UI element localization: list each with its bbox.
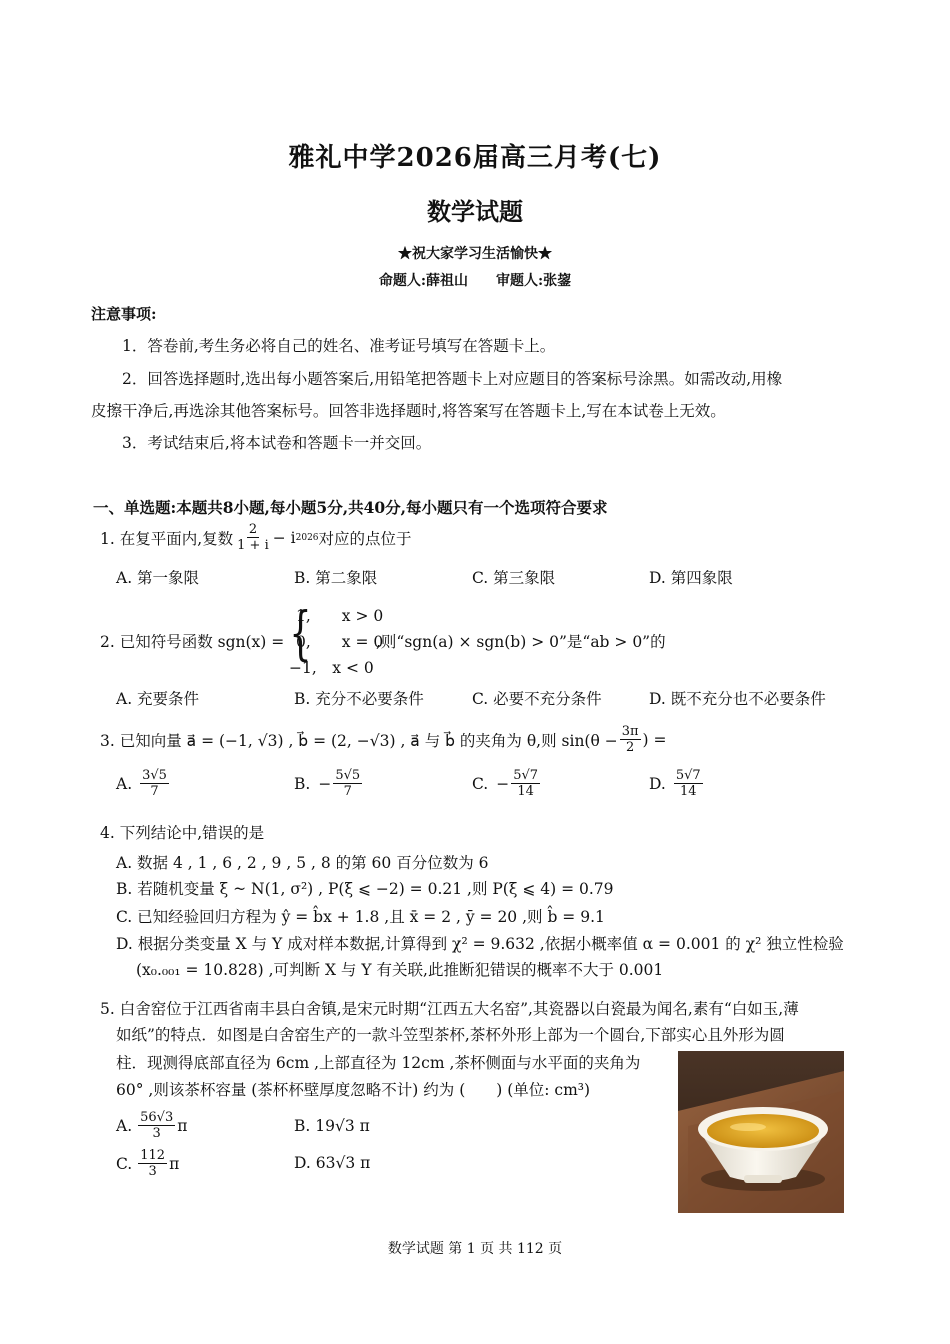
question-2-suffix: ,则“sgn(a) × sgn(b) > 0”是“ab > 0”的 [376, 633, 666, 651]
piecewise-case-3: −1, x < 0 [289, 659, 374, 677]
fraction-denominator: 3 [148, 1164, 157, 1179]
option-label: A. [116, 1116, 133, 1135]
question-5-option-b: B. 19√3 π [294, 1117, 370, 1135]
question-5-option-a [116, 1110, 187, 1141]
tea-cup-photo [678, 1051, 844, 1213]
option-label: C. [472, 774, 489, 793]
question-4-option-d-line-1: D. 根据分类变量 X 与 Y 成对样本数据,计算得到 χ² = 9.632 ,依据小概率值 α = 0.001 的 χ² 独立性检验 [116, 935, 844, 953]
question-1-option-b: B. 第二象限 [294, 569, 378, 587]
fraction-numerator: 3π [621, 724, 639, 739]
question-2-option-d: D. 既不充分也不必要条件 [649, 690, 826, 708]
option-tail: π [169, 1154, 180, 1173]
fraction-denominator: 2 [625, 740, 635, 755]
question-4-option-a: A. 数据 4 , 1 , 6 , 2 , 9 , 5 , 8 的第 60 百分位数为 6 [116, 854, 489, 872]
fraction-denominator: 1 + i [237, 538, 269, 553]
authors-line: 命题人:薛祖山 审题人:张鋆 [378, 273, 572, 289]
question-2-prefix: 2. 已知符号函数 sgn(x) = [100, 633, 285, 651]
piecewise-case-2: 0, x = 0 [296, 633, 384, 651]
tea-cup-illustration [678, 1051, 844, 1213]
question-2-option-c: C. 必要不充分条件 [472, 690, 602, 708]
option-sign: − [318, 774, 332, 793]
fraction-numerator: 5√7 [513, 768, 539, 783]
option-sign: − [496, 774, 510, 793]
option-label: A. [116, 774, 133, 793]
question-1-option-c: C. 第三象限 [472, 569, 556, 587]
question-2-option-a: A. 充要条件 [116, 690, 200, 708]
question-1-fraction [235, 522, 271, 553]
option-tail: π [177, 1116, 188, 1135]
option-fraction [138, 1110, 175, 1141]
question-3-prefix: 3. 已知向量 a⃗ = (−1, √3) , b⃗ = (2, −√3) , a⃗ 与 b⃗ 的夹角为 θ,则 sin(θ − [100, 731, 618, 750]
fraction-numerator: 56√3 [140, 1110, 174, 1125]
question-1-minus-i: − i [272, 528, 296, 547]
exam-title: 雅礼中学2026届高三月考(七) [288, 143, 662, 173]
option-fraction [674, 768, 703, 799]
question-3-option-c [472, 768, 542, 799]
question-5-option-c [116, 1148, 179, 1179]
question-1-suffix: 对应的点位于 [318, 529, 412, 548]
fraction-denominator: 3 [152, 1126, 161, 1141]
notice-item-2-line-2: 皮擦干净后,再选涂其他答案标号。回答非选择题时,将答案写在答题卡上,写在本试卷上无效。 [91, 402, 726, 420]
question-5-line-3: 柱．现测得底部直径为 6cm ,上部直径为 12cm ,茶杯侧面与水平面的夹角为 [116, 1054, 641, 1072]
fraction-denominator: 7 [150, 784, 159, 799]
question-5-line-1: 5. 白舍窑位于江西省南丰县白舍镇,是宋元时期“江西五大名窑”,其瓷器以白瓷最为闻名,素有“白如玉,薄 [100, 1000, 799, 1018]
question-2-option-b: B. 充分不必要条件 [294, 690, 424, 708]
option-label: B. [294, 774, 311, 793]
question-5-line-4: 60° ,则该茶杯容量 (茶杯杯壁厚度忽略不计) 约为 ( ) (单位: cm³) [116, 1081, 591, 1099]
blessing-line: ★祝大家学习生活愉快★ [398, 246, 552, 262]
piecewise-case-1: 1, x > 0 [296, 607, 384, 625]
fraction-denominator: 14 [679, 784, 697, 799]
question-4-stem: 4. 下列结论中,错误的是 [100, 824, 265, 842]
question-3-stem [100, 724, 667, 755]
option-fraction [333, 768, 362, 799]
question-5-line-2: 如纸”的特点．如图是白舍窑生产的一款斗笠型茶杯,茶杯外形上部为一个圆台,下部实心且外形为圆 [116, 1026, 785, 1044]
exam-subtitle: 数学试题 [427, 197, 523, 226]
question-3-option-d [649, 768, 705, 799]
question-4-option-c: C. 已知经验回归方程为 ŷ = b̂x + 1.8 ,且 x̄ = 2 , ȳ = 20 ,则 b̂ = 9.1 [116, 908, 605, 926]
question-1-option-d: D. 第四象限 [649, 569, 733, 587]
fraction-denominator: 7 [343, 784, 352, 799]
fraction-numerator: 112 [140, 1148, 166, 1163]
option-fraction [140, 768, 169, 799]
question-3-fraction [620, 724, 641, 755]
page-footer: 数学试题 第 1 页 共 112 页 [387, 1241, 563, 1257]
fraction-numerator: 2 [248, 522, 258, 537]
question-3-suffix: ) = [642, 730, 667, 749]
question-4-option-d-line-2: (x₀.₀₀₁ = 10.828) ,可判断 X 与 Y 有关联,此推断犯错误的概率不大于 0.001 [136, 961, 664, 979]
question-3-option-b [294, 768, 364, 799]
fraction-denominator: 14 [517, 784, 534, 799]
option-label: C. [116, 1154, 133, 1173]
piecewise-brace: { [289, 599, 312, 667]
option-fraction [511, 768, 540, 799]
option-label: D. [649, 774, 666, 793]
question-4-option-b: B. 若随机变量 ξ ~ N(1, σ²) , P(ξ ⩽ −2) = 0.21 ,则 P(ξ ⩽ 4) = 0.79 [116, 880, 614, 898]
fraction-numerator: 5√7 [675, 768, 701, 783]
question-5-option-d: D. 63√3 π [294, 1154, 371, 1172]
notice-heading: 注意事项: [91, 305, 157, 323]
question-1-option-a: A. 第一象限 [116, 569, 200, 587]
fraction-numerator: 3√5 [142, 768, 167, 783]
option-fraction [138, 1148, 167, 1179]
section-heading: 一、单选题:本题共8小题,每小题5分,共40分,每小题只有一个选项符合要求 [93, 498, 608, 517]
notice-item-1: 1．答卷前,考生务必将自己的姓名、准考证号填写在答题卡上。 [122, 337, 556, 355]
question-1-prefix: 1. 在复平面内,复数 [100, 529, 234, 548]
question-1-exponent: 2026 [295, 532, 319, 543]
fraction-numerator: 5√5 [335, 768, 361, 783]
question-1-stem [100, 522, 412, 553]
notice-item-2-line-1: 2．回答选择题时,选出每小题答案后,用铅笔把答题卡上对应题目的答案标号涂黑。如需改动,用橡 [122, 370, 783, 388]
question-3-option-a [116, 768, 171, 799]
notice-item-3: 3．考试结束后,将本试卷和答题卡一并交回。 [122, 434, 432, 452]
